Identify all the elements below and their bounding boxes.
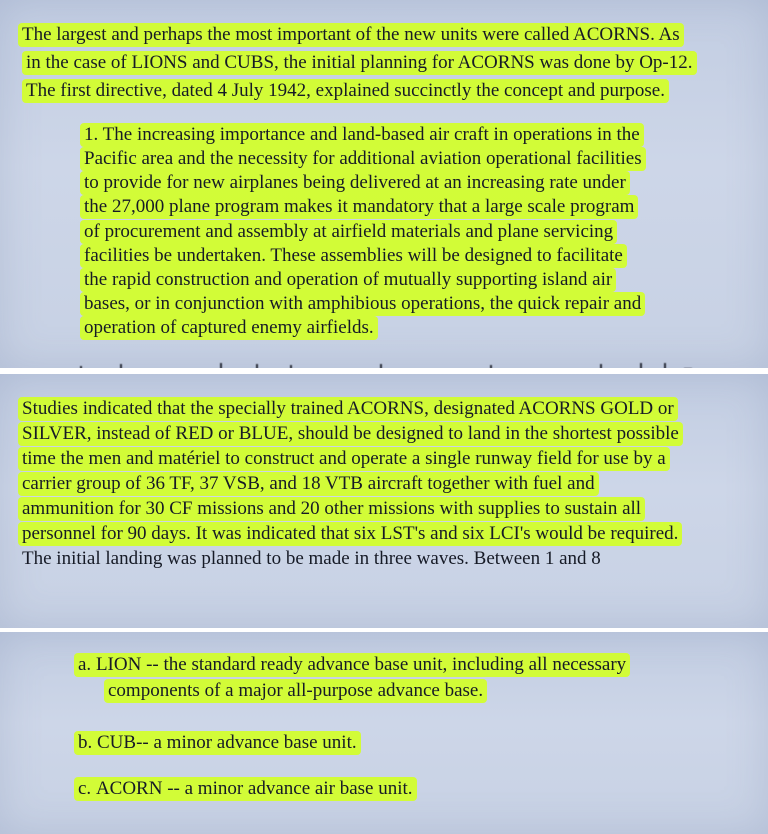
list-marker: a.	[78, 654, 92, 675]
quote-line-8: bases, or in conjunction with amphibious operations, the quick repair and	[80, 293, 645, 315]
list-item-b	[74, 732, 361, 754]
quote-line-2: Pacific area and the necessity for additional aviation operational facilities	[80, 148, 646, 170]
intro-line-3: The first directive, dated 4 July 1942, explained succinctly the concept and purpose.	[22, 80, 669, 102]
list-marker: c.	[78, 778, 92, 799]
document-panel-1	[0, 0, 768, 368]
studies-line-4: carrier group of 36 TF, 37 VSB, and 18 VTB aircraft together with fuel and	[18, 473, 599, 495]
cutoff-ascenders	[80, 362, 700, 368]
quote-line-4: the 27,000 plane program makes it mandatory that a large scale program	[80, 196, 638, 218]
cutoff-text-fragment	[80, 358, 700, 368]
studies-line-5: ammunition for 30 CF missions and 20 other missions with supplies to sustain all	[18, 498, 645, 520]
quote-line-9: operation of captured enemy airfields.	[80, 317, 378, 339]
list-marker: b.	[78, 732, 93, 753]
intro-line-2: in the case of LIONS and CUBS, the initial planning for ACORNS was done by Op-12.	[22, 52, 697, 74]
studies-line-1: Studies indicated that the specially trained ACORNS, designated ACORNS GOLD or	[18, 398, 678, 420]
list-item-c	[74, 778, 417, 800]
unit-name: LION	[95, 654, 142, 675]
quote-line-3: to provide for new airplanes being delivered at an increasing rate under	[80, 172, 630, 194]
list-item-a-continuation: components of a major all-purpose advance base.	[104, 680, 487, 702]
document-panel-3	[0, 632, 768, 834]
quote-line-7: the rapid construction and operation of mutually supporting island air	[80, 269, 616, 291]
studies-line-3: time the men and matériel to construct and operate a single runway field for use by a	[18, 448, 670, 470]
unit-description: -- a minor advance base unit.	[136, 732, 357, 753]
list-item-a	[74, 654, 630, 676]
unit-name: ACORN	[95, 778, 163, 799]
intro-line-1: The largest and perhaps the most important of the new units were called ACORNS. As	[18, 24, 684, 46]
unit-description: -- a minor advance air base unit.	[162, 778, 413, 799]
studies-line-2: SILVER, instead of RED or BLUE, should be designed to land in the shortest possible	[18, 423, 683, 445]
quote-line-1: 1. The increasing importance and land-based air craft in operations in the	[80, 124, 644, 146]
studies-line-6: personnel for 90 days. It was indicated that six LST's and six LCI's would be required.	[18, 523, 682, 545]
unit-name: CUB	[97, 732, 137, 753]
unit-description: -- the standard ready advance base unit, including all necessary	[141, 654, 627, 675]
quote-line-6: facilities be undertaken. These assemblies will be designed to facilitate	[80, 245, 627, 267]
studies-line-7: The initial landing was planned to be made in three waves. Between 1 and 8	[22, 548, 601, 569]
quote-line-5: of procurement and assembly at airfield materials and plane servicing	[80, 221, 617, 243]
document-panel-2	[0, 374, 768, 628]
